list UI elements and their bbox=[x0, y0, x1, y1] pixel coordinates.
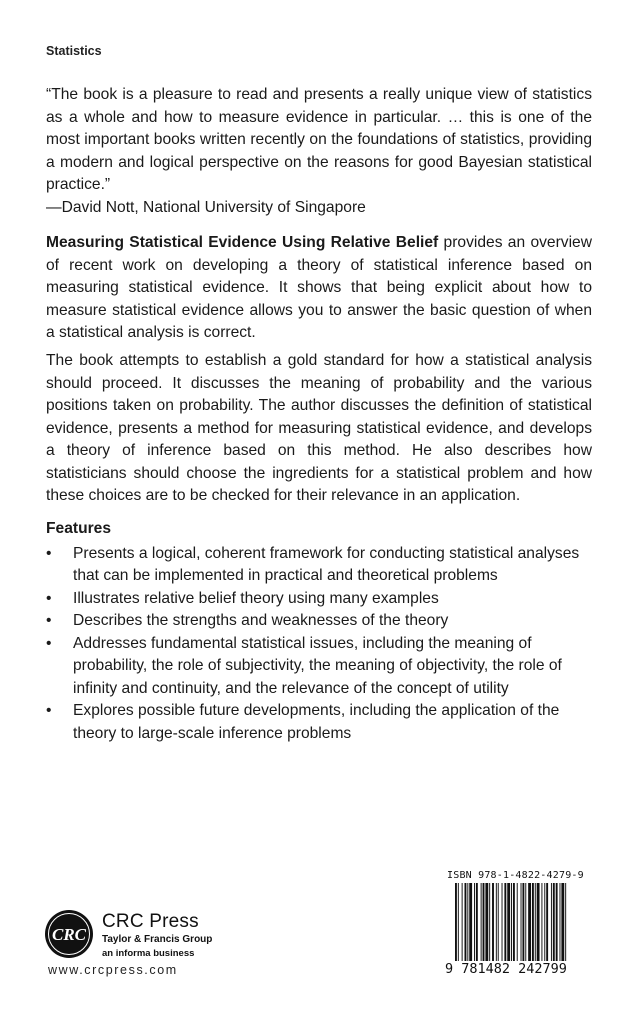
feature-text: Addresses fundamental statistical issues, including the meaning of probability, the role of subjectivity, the meaning of objectivity, the role of infinity and continuity, and the relevance of the concept of utility bbox=[73, 634, 562, 697]
barcode-bar bbox=[492, 883, 494, 961]
publisher-informa: an informa business bbox=[102, 948, 195, 959]
isbn-barcode bbox=[445, 870, 587, 982]
features-list bbox=[46, 543, 592, 746]
category-label: Statistics bbox=[46, 44, 102, 58]
barcode-bar bbox=[462, 883, 463, 961]
barcode-bar bbox=[467, 883, 468, 961]
feature-text: Describes the strengths and weaknesses of the theory bbox=[73, 612, 449, 629]
barcode-digits: 9 781482 242799 bbox=[445, 961, 567, 977]
bullet-icon: • bbox=[46, 589, 52, 607]
barcode-bar bbox=[469, 883, 472, 961]
logo-text: CRC bbox=[51, 925, 87, 944]
bullet-icon: • bbox=[46, 612, 52, 629]
barcode-bar bbox=[511, 883, 512, 961]
barcode-bar bbox=[496, 883, 497, 961]
barcode-bar bbox=[474, 883, 475, 961]
description-text: The book attempts to establish a gold standard for how a statistical analysis should proceed. It discusses the meaning of probability and the various positions taken on probability. The author discusses the definition of statistical evidence, presents a method for measuring statistical evidence, and develops a theory of inference based on this method. He also describes how statisticians should choose the ingredients for a statistical problem and how these choices are to be checked for their relevance in an application. bbox=[46, 352, 592, 504]
feature-item bbox=[46, 588, 592, 611]
publisher-name: CRC Press bbox=[102, 911, 199, 932]
barcode-bar bbox=[525, 883, 526, 961]
feature-item bbox=[46, 633, 592, 701]
barcode-bar bbox=[517, 883, 518, 961]
barcode-bar bbox=[502, 883, 503, 961]
feature-text: Presents a logical, coherent framework for conducting statistical analyses that can be implemented in practical and theoretical problems bbox=[73, 544, 580, 584]
barcode-bar bbox=[455, 883, 457, 961]
book-title: Measuring Statistical Evidence Using Relative Belief bbox=[46, 234, 439, 251]
barcode-bar bbox=[560, 883, 561, 961]
barcode-bar bbox=[537, 883, 540, 961]
publisher-group: Taylor & Francis Group bbox=[102, 934, 213, 945]
barcode-bar bbox=[565, 883, 566, 961]
barcode-bar bbox=[528, 883, 531, 961]
intro-text: provides an overview of recent work on developing a theory of statistical inference based on measuring statistical evidence. It shows that being explicit about how to measure statistical evidence allows you to answer the basic question of when a statistical analysis is correct. bbox=[46, 234, 592, 341]
crc-logo-icon bbox=[44, 909, 94, 959]
barcode-icon bbox=[445, 883, 587, 963]
publisher-block bbox=[44, 909, 254, 979]
intro-paragraph bbox=[46, 232, 592, 345]
feature-text: Illustrates relative belief theory using many examples bbox=[73, 589, 439, 607]
features-section bbox=[46, 518, 592, 745]
feature-item bbox=[46, 610, 592, 633]
barcode-bar bbox=[498, 883, 499, 961]
barcode-bar bbox=[489, 883, 490, 961]
bullet-icon: • bbox=[46, 544, 52, 562]
endorsement-quote bbox=[46, 84, 592, 219]
feature-text: Explores possible future developments, including the application of the theory to large-scale inference problems bbox=[73, 702, 560, 742]
barcode-bar bbox=[553, 883, 555, 961]
barcode-bar bbox=[522, 883, 524, 961]
barcode-bar bbox=[521, 883, 522, 961]
barcode-bar bbox=[504, 883, 506, 961]
feature-item bbox=[46, 543, 592, 588]
barcode-bar bbox=[481, 883, 482, 961]
barcode-bar bbox=[458, 883, 459, 961]
barcode-bar bbox=[541, 883, 542, 961]
barcode-bar bbox=[476, 883, 478, 961]
publisher-url[interactable]: www.crcpress.com bbox=[48, 963, 178, 977]
barcode-bar bbox=[551, 883, 552, 961]
barcode-bar bbox=[561, 883, 564, 961]
barcode-bar bbox=[465, 883, 467, 961]
quote-text: “The book is a pleasure to read and presents a really unique view of statistics as a whole and how to measure evidence in particular. … this is one of the most important books written recently on the foundations of statistics, providing a modern and logical perspective on the reasons for good Bayesian statistical practice.” bbox=[46, 86, 592, 193]
bullet-icon: • bbox=[46, 634, 52, 652]
barcode-bar bbox=[513, 883, 515, 961]
barcode-bar bbox=[483, 883, 485, 961]
isbn-label: ISBN 978-1-4822-4279-9 bbox=[447, 870, 584, 881]
barcode-bar bbox=[544, 883, 545, 961]
barcode-bar bbox=[556, 883, 558, 961]
features-heading: Features bbox=[46, 520, 112, 537]
bullet-icon: • bbox=[46, 702, 52, 719]
barcode-bar bbox=[546, 883, 548, 961]
barcode-bar bbox=[485, 883, 488, 961]
barcode-bar bbox=[532, 883, 534, 961]
barcode-bar bbox=[507, 883, 510, 961]
quote-attribution: —David Nott, National University of Singapore bbox=[46, 198, 366, 216]
barcode-bar bbox=[535, 883, 536, 961]
description-paragraph bbox=[46, 350, 592, 508]
feature-item bbox=[46, 700, 592, 745]
